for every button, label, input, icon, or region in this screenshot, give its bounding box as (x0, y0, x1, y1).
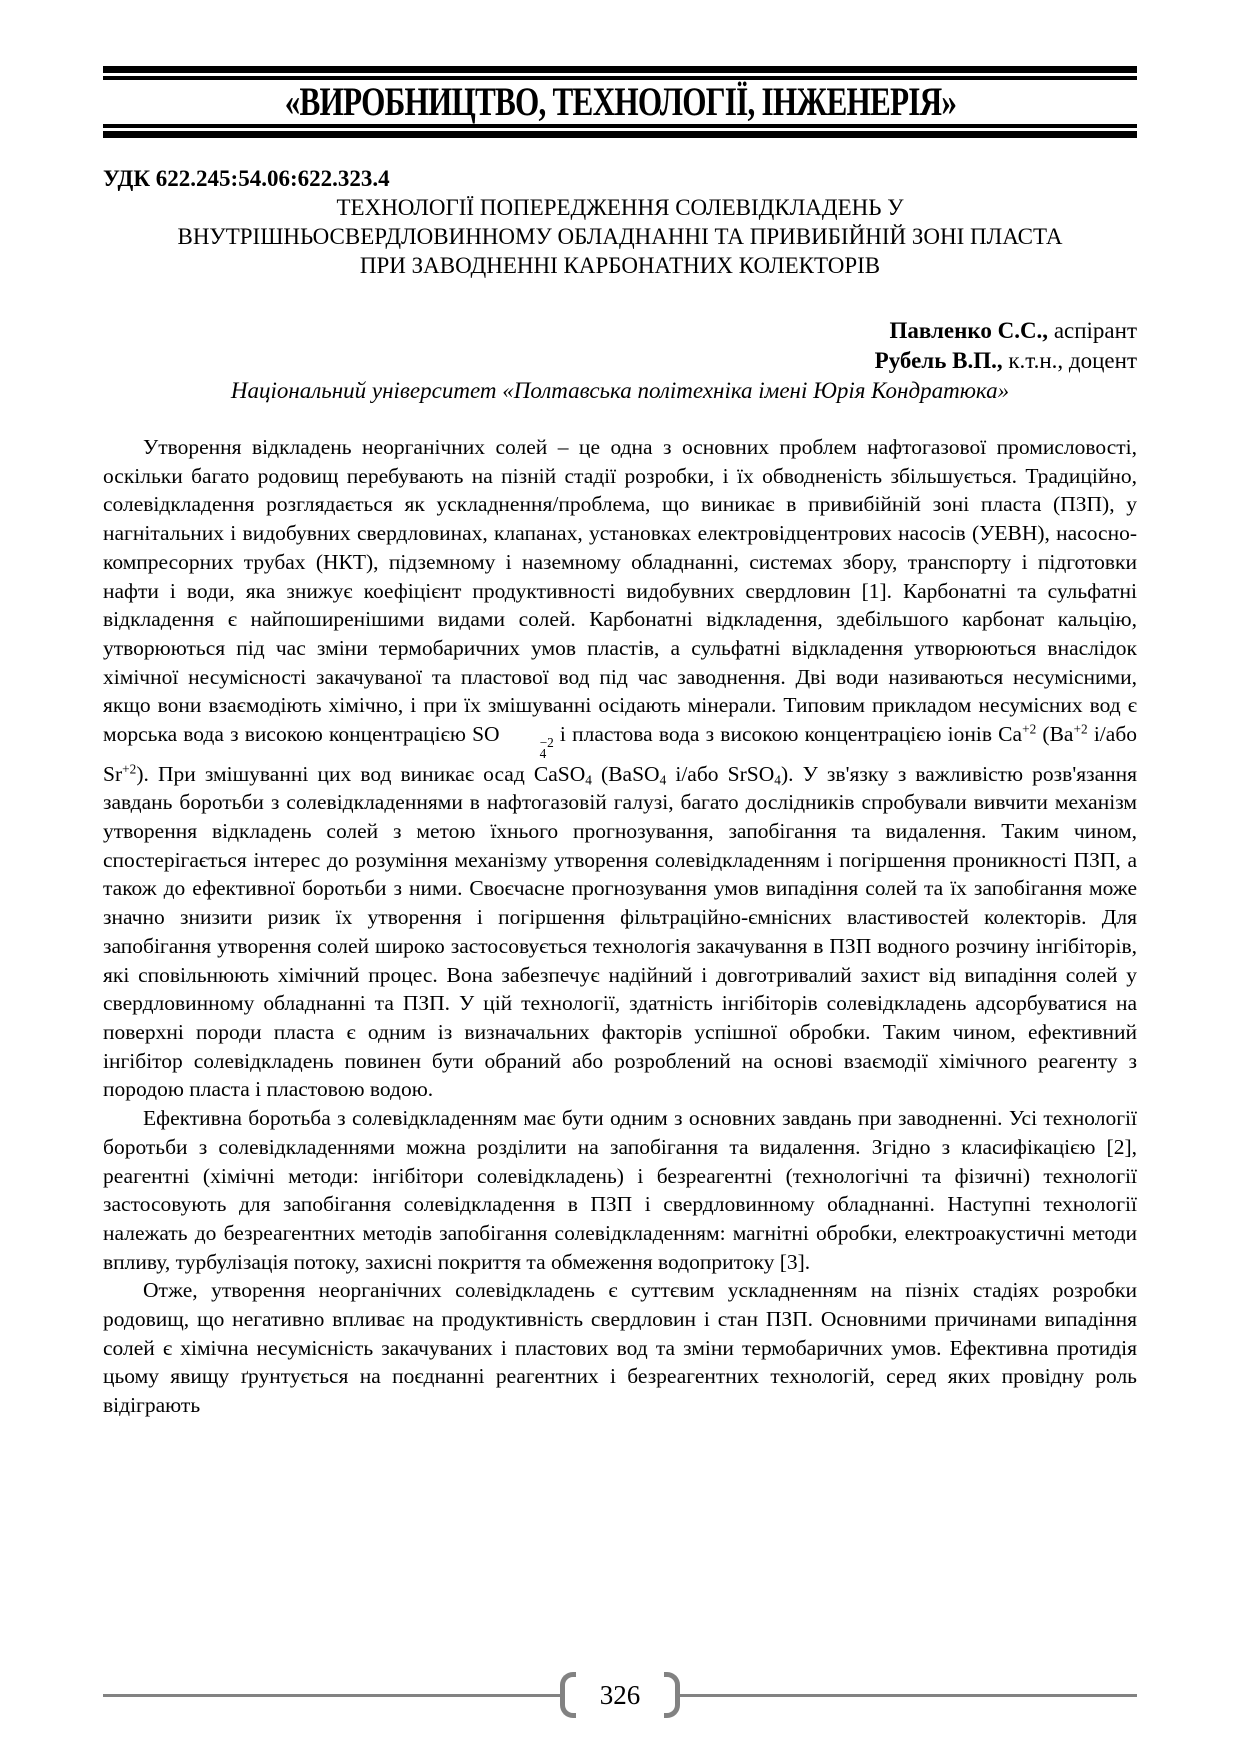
paragraph: Ефективна боротьба з солевідкладенням має бути одним з основних завдань при заводненні. Усі технології боротьби з солевідкладеннями можна розділити на запобігання та видалення. Згідно з класифікацією [2], реагентні (хімічні методи: інгібітори солевідкладень) і безреагентні (технологічні та фізичні) технології застосовують для запобігання солевідкладення в ПЗП і свердловинному обладнанні. Наступні технології належать до безреагентних методів запобігання солевідкладенням: магнітні обробки, електроакустичні методи впливу, турбулізація потоку, захисні покриття та обмеження водопритоку [3]. (103, 1106, 1137, 1274)
author-line (103, 346, 1137, 376)
page-footer (103, 1672, 1137, 1718)
article-title-line: ТЕХНОЛОГІЇ ПОПЕРЕДЖЕННЯ СОЛЕВІДКЛАДЕНЬ У (336, 195, 904, 220)
udc-code: УДК 622.245:54.06:622.323.4 (103, 166, 390, 191)
journal-banner (103, 66, 1137, 138)
paragraph: Утворення відкладень неорганічних солей – це одна з основних проблем нафтогазової промисловості, оскільки багато родовищ перебувають на пізній стадії розробки, і їх обводненість збільшується. Традиційно, солевідкладення розглядається як ускладнення/проблема, що виникає в привибійній зоні пласта (ПЗП), у нагнітальних і видобувних свердловинах, клапанах, установках електровідцентрових насосів (УЕВН), насосно-компресорних трубах (НКТ), підземному і наземному обладнанні, системах збору, транспорту і підготовки нафти і води, яка знижує коефіцієнт продуктивності видобувних свердловин [1]. Карбонатні та сульфатні відкладення є найпоширенішими видами солей. Карбонатні відкладення, здебільшого карбонат кальцію, утворюються під час зміни термобаричних умов пластів, а сульфатні відкладення утворюються внаслідок хімічної несумісності закачуваної та пластової вод під час заводнення. Дві води називаються несумісними, якщо вони взаємодіють хімічно, і при їх змішуванні осідають мінерали. Типовим прикладом несумісних вод є морська вода з високою концентрацією SO −2 4 і пластова вода з високою концентрацією іонів $Ca^{+2}$ ($Ba^{+2}$ і/або $Sr^{+2}$). При змішуванні цих вод виникає осад CaSO$_4$ (BaSO$_4$ і/або SrSO$_4$). У зв'язку з важливістю розв'язання завдань боротьби з солевідкладеннями в нафтогазовій галузі, багато дослідників спробували вивчити механізм утворення відкладень солей з метою їхнього прогнозування, запобігання та видалення. Таким чином, спостерігається інтерес до розуміння механізму утворення солевідкладенням і погіршення проникності ПЗП, а також до ефективної боротьби з ними. Своєчасне прогнозування умов випадіння солей та їх запобігання може значно знизити ризик їх утворення і погіршення фільтраційно-ємнісних властивостей колекторів. Для запобігання утворення солей широко застосовується технологія закачування в ПЗП водного розчину інгібіторів, які сповільнюють хімічний процес. Вона забезпечує надійний і довготривалий захист від випадіння солей у свердловинному обладнанні та ПЗП. У цій технології, здатність інгібіторів солевідкладень адсорбуватися на поверхні породи пласта є одним із визначальних факторів успішної обробки. Таким чином, ефективний інгібітор солевідкладень повинен бути обраний або розроблений на основі взаємодії хімічного реагенту з породою пласта і пластовою водою. (103, 435, 1138, 1102)
chemical-formula-so4: SO −2 4 (472, 722, 554, 762)
journal-section-title-text: «ВИРОБНИЦТВО, ТЕХНОЛОГІЇ, ІНЖЕНЕРІЯ» (284, 79, 956, 124)
page-number-bracket-right (664, 1672, 680, 1718)
author-line (103, 316, 1137, 346)
chemical-formula-caso4-index: 4 (585, 772, 592, 787)
article-title-line: ПРИ ЗАВОДНЕННІ КАРБОНАТНИХ КОЛЕКТОРІВ (359, 253, 881, 278)
footer-rule-left (103, 1694, 560, 1697)
banner-rule-thick-top (103, 66, 1137, 73)
chemical-formula-baso4-index: 4 (659, 772, 667, 787)
chemical-formula-sr-charge: +2 (122, 761, 137, 777)
banner-rule-thick-bottom (103, 131, 1137, 138)
author-name: Рубель В.П., (874, 348, 1003, 373)
journal-section-title (103, 80, 1137, 124)
affiliation: Національний університет «Полтавська політехніка імені Юрія Кондратюка» (230, 378, 1010, 403)
paragraph: Отже, утворення неорганічних солевідкладень є суттєвим ускладненням на пізніх стадіях розробки родовищ, що негативно впливає на продуктивність свердловин і стан ПЗП. Основними причинами випадіння солей є хімічна несумісність закачуваних і пластових вод та зміни термобаричних умов. Ефективна протидія цьому явищу ґрунтується на поєднанні реагентних і безреагентних технологій, серед яких провідну роль відіграють (103, 1278, 1137, 1418)
authors-block (103, 316, 1137, 376)
footer-rule-right (680, 1694, 1137, 1697)
author-role: к.т.н., доцент (1002, 348, 1137, 373)
page-number-bracket-left (560, 1672, 576, 1718)
author-role: аспірант (1048, 318, 1137, 343)
article-body (103, 433, 1137, 1420)
article-title (103, 193, 1137, 280)
chemical-formula-ca: $Ca^{+2}$ (998, 721, 1037, 747)
page-number: 326 (599, 1680, 641, 1710)
chemical-formula-srso4-index: 4 (774, 772, 781, 787)
chemical-formula-ba-charge: +2 (1073, 721, 1088, 737)
article-title-line: ВНУТРІШНЬОСВЕРДЛОВИННОМУ ОБЛАДНАННІ ТА ПРИВИБІЙНІЙ ЗОНІ ПЛАСТА (177, 224, 1063, 249)
author-name: Павленко С.С., (889, 318, 1049, 343)
